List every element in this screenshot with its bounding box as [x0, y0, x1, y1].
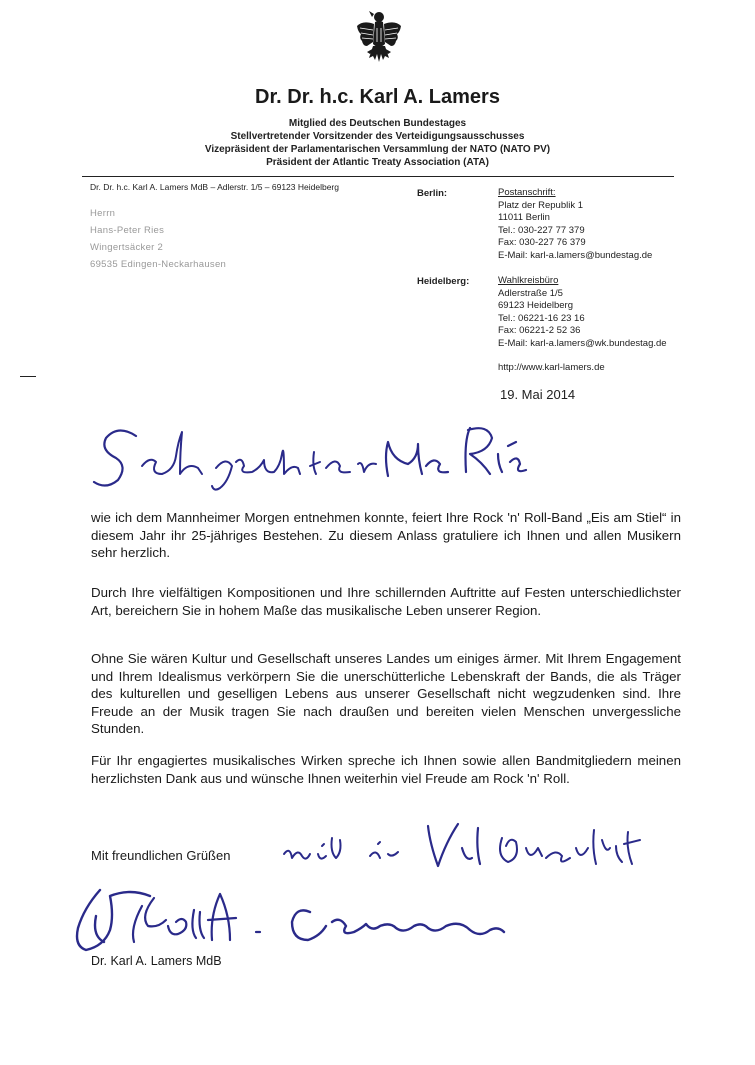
office-block-berlin [498, 187, 652, 262]
website-link: http://www.karl-lamers.de [498, 362, 605, 373]
office-line: Tel.: 030-227 77 379 [498, 224, 585, 236]
recipient-line: 69535 Edingen-Neckarhausen [90, 259, 227, 270]
body-paragraph: Für Ihr engagiertes musikalisches Wirken spreche ich Ihnen sowie allen Bandmitgliedern meinen herzlichsten Dank aus und wünsche Ihnen weiterhin viel Freude am Rock 'n' Roll. [91, 753, 681, 786]
office-city-berlin: Berlin: [417, 188, 448, 199]
federal-eagle-icon [355, 8, 403, 70]
letterhead-divider [82, 176, 674, 177]
sender-line: Dr. Dr. h.c. Karl A. Lamers MdB – Adlerstr. 1/5 – 69123 Heidelberg [90, 182, 339, 192]
office-block-heidelberg [498, 275, 667, 350]
letterhead-title: Vizepräsident der Parlamentarischen Versammlung der NATO (NATO PV) [204, 144, 551, 155]
letterhead-title: Stellvertretender Vorsitzender des Verteidigungsausschusses [230, 131, 525, 142]
handwritten-salutation [88, 416, 528, 496]
body-paragraph: wie ich dem Mannheimer Morgen entnehmen konnte, feiert Ihre Rock 'n' Roll-Band „Eis am Stiel“ in diesem Jahr ihr 25-jähriges Bestehen. Zu diesem Anlass gratuliere ich Ihnen und allen Musikern sehr herzlich. [91, 510, 681, 561]
office-line: 69123 Heidelberg [498, 300, 574, 311]
letterhead-title: Mitglied des Deutschen Bundestages [288, 118, 467, 129]
body-paragraph: Ohne Sie wären Kultur und Gesellschaft unseres Landes um einiges ärmer. Mit Ihrem Engagement und Ihrem Idealismus verkörpern Sie die unerschütterliche Lebenskraft der Bands, die als Träger des kulturellen und geselligen Lebens aus unserer Gesellschaft nicht wegzudenken sind. Ihre Freude an der Musik tragen Sie nach draußen und bereiten vielen Menschen unvergessliche Stunden. [91, 651, 681, 737]
office-line: Fax: 030-227 76 379 [498, 237, 586, 248]
letter-date: 19. Mai 2014 [500, 387, 576, 402]
office-heading: Postanschrift: [498, 187, 556, 198]
closing-text: Mit freundlichen Grüßen [91, 848, 231, 863]
signer-name: Dr. Karl A. Lamers MdB [91, 954, 222, 968]
office-email: E-Mail: karl-a.lamers@wk.bundestag.de [498, 337, 667, 349]
handwritten-closing [280, 818, 675, 878]
office-line: 11011 Berlin [498, 212, 550, 223]
recipient-line: Hans-Peter Ries [90, 225, 165, 236]
letterhead-name: Dr. Dr. h.c. Karl A. Lamers [255, 86, 500, 108]
office-line: Tel.: 06221-16 23 16 [498, 312, 585, 324]
office-line: Adlerstraße 1/5 [498, 287, 563, 299]
body-paragraph: Durch Ihre vielfältigen Kompositionen und Ihre schillernden Auftritte auf Festen unterschiedlichster Art, bereichern Sie in hohem Maße das musikalische Leben unserer Region. [91, 585, 681, 618]
office-heading: Wahlkreisbüro [498, 275, 559, 286]
office-city-heidelberg: Heidelberg: [417, 276, 470, 287]
recipient-address [90, 205, 226, 273]
letterhead-title: Präsident der Atlantic Treaty Association (ATA) [266, 157, 489, 168]
office-line: Platz der Republik 1 [498, 199, 584, 211]
office-line: Fax: 06221-2 52 36 [498, 325, 581, 336]
fold-mark [20, 376, 36, 377]
recipient-line: Herrn [90, 208, 116, 219]
office-email: E-Mail: karl-a.lamers@bundestag.de [498, 249, 653, 261]
recipient-line: Wingertsäcker 2 [90, 242, 164, 253]
